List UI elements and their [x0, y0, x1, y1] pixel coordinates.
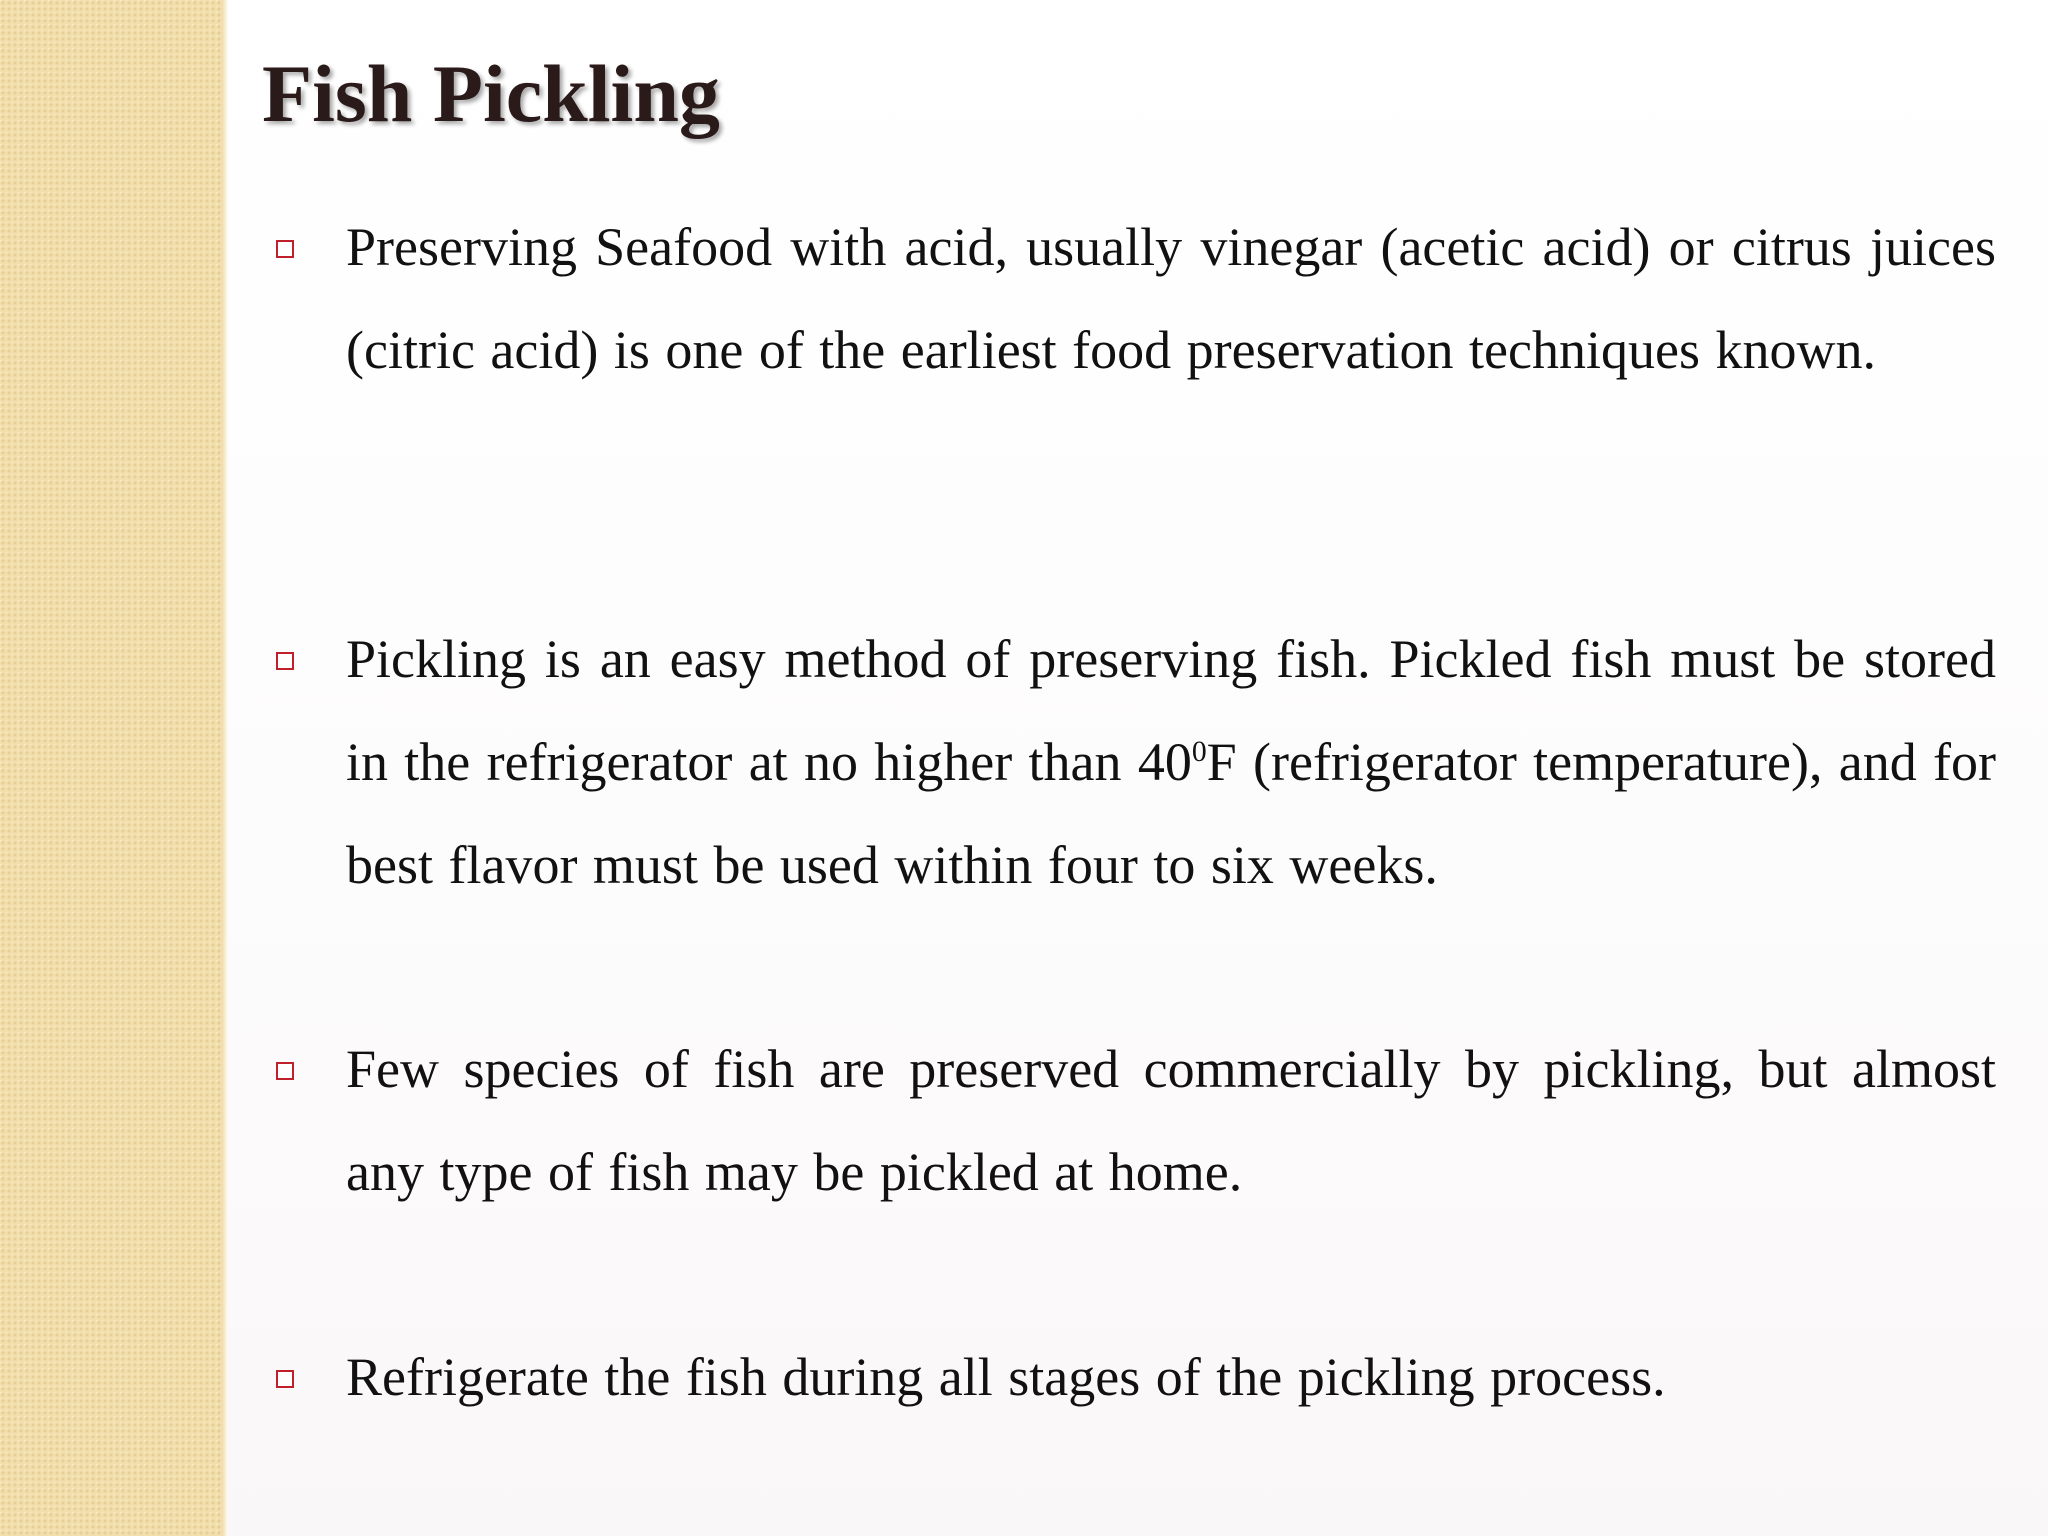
bullet-text: [346, 608, 1996, 917]
bullet-text: Few species of fish are preserved commercially by pickling, but almost any type of fish may be pickled at home.: [346, 1039, 1996, 1202]
hollow-square-bullet-icon: [276, 652, 294, 670]
decorative-side-band: [0, 0, 226, 1536]
bullet-text: Refrigerate the fish during all stages of the pickling process.: [346, 1347, 1666, 1407]
bullet-text-part: F (refrigerator temperature), and for best flavor must be used within four to six weeks.: [346, 732, 1996, 895]
hollow-square-bullet-icon: [276, 240, 294, 258]
hollow-square-bullet-icon: [276, 1062, 294, 1080]
bullet-text-part: Pickling is an easy method of preserving fish. Pickled fish must be stored in the refrigerator at no higher than 40: [346, 629, 1996, 792]
hollow-square-bullet-icon: [276, 1370, 294, 1388]
bullet-text: Preserving Seafood with acid, usually vinegar (acetic acid) or citrus juices (citric acid) is one of the earliest food preservation techniques known.: [346, 217, 1996, 380]
slide-title: Fish Pickling: [262, 48, 720, 139]
degree-superscript: 0: [1191, 736, 1207, 768]
